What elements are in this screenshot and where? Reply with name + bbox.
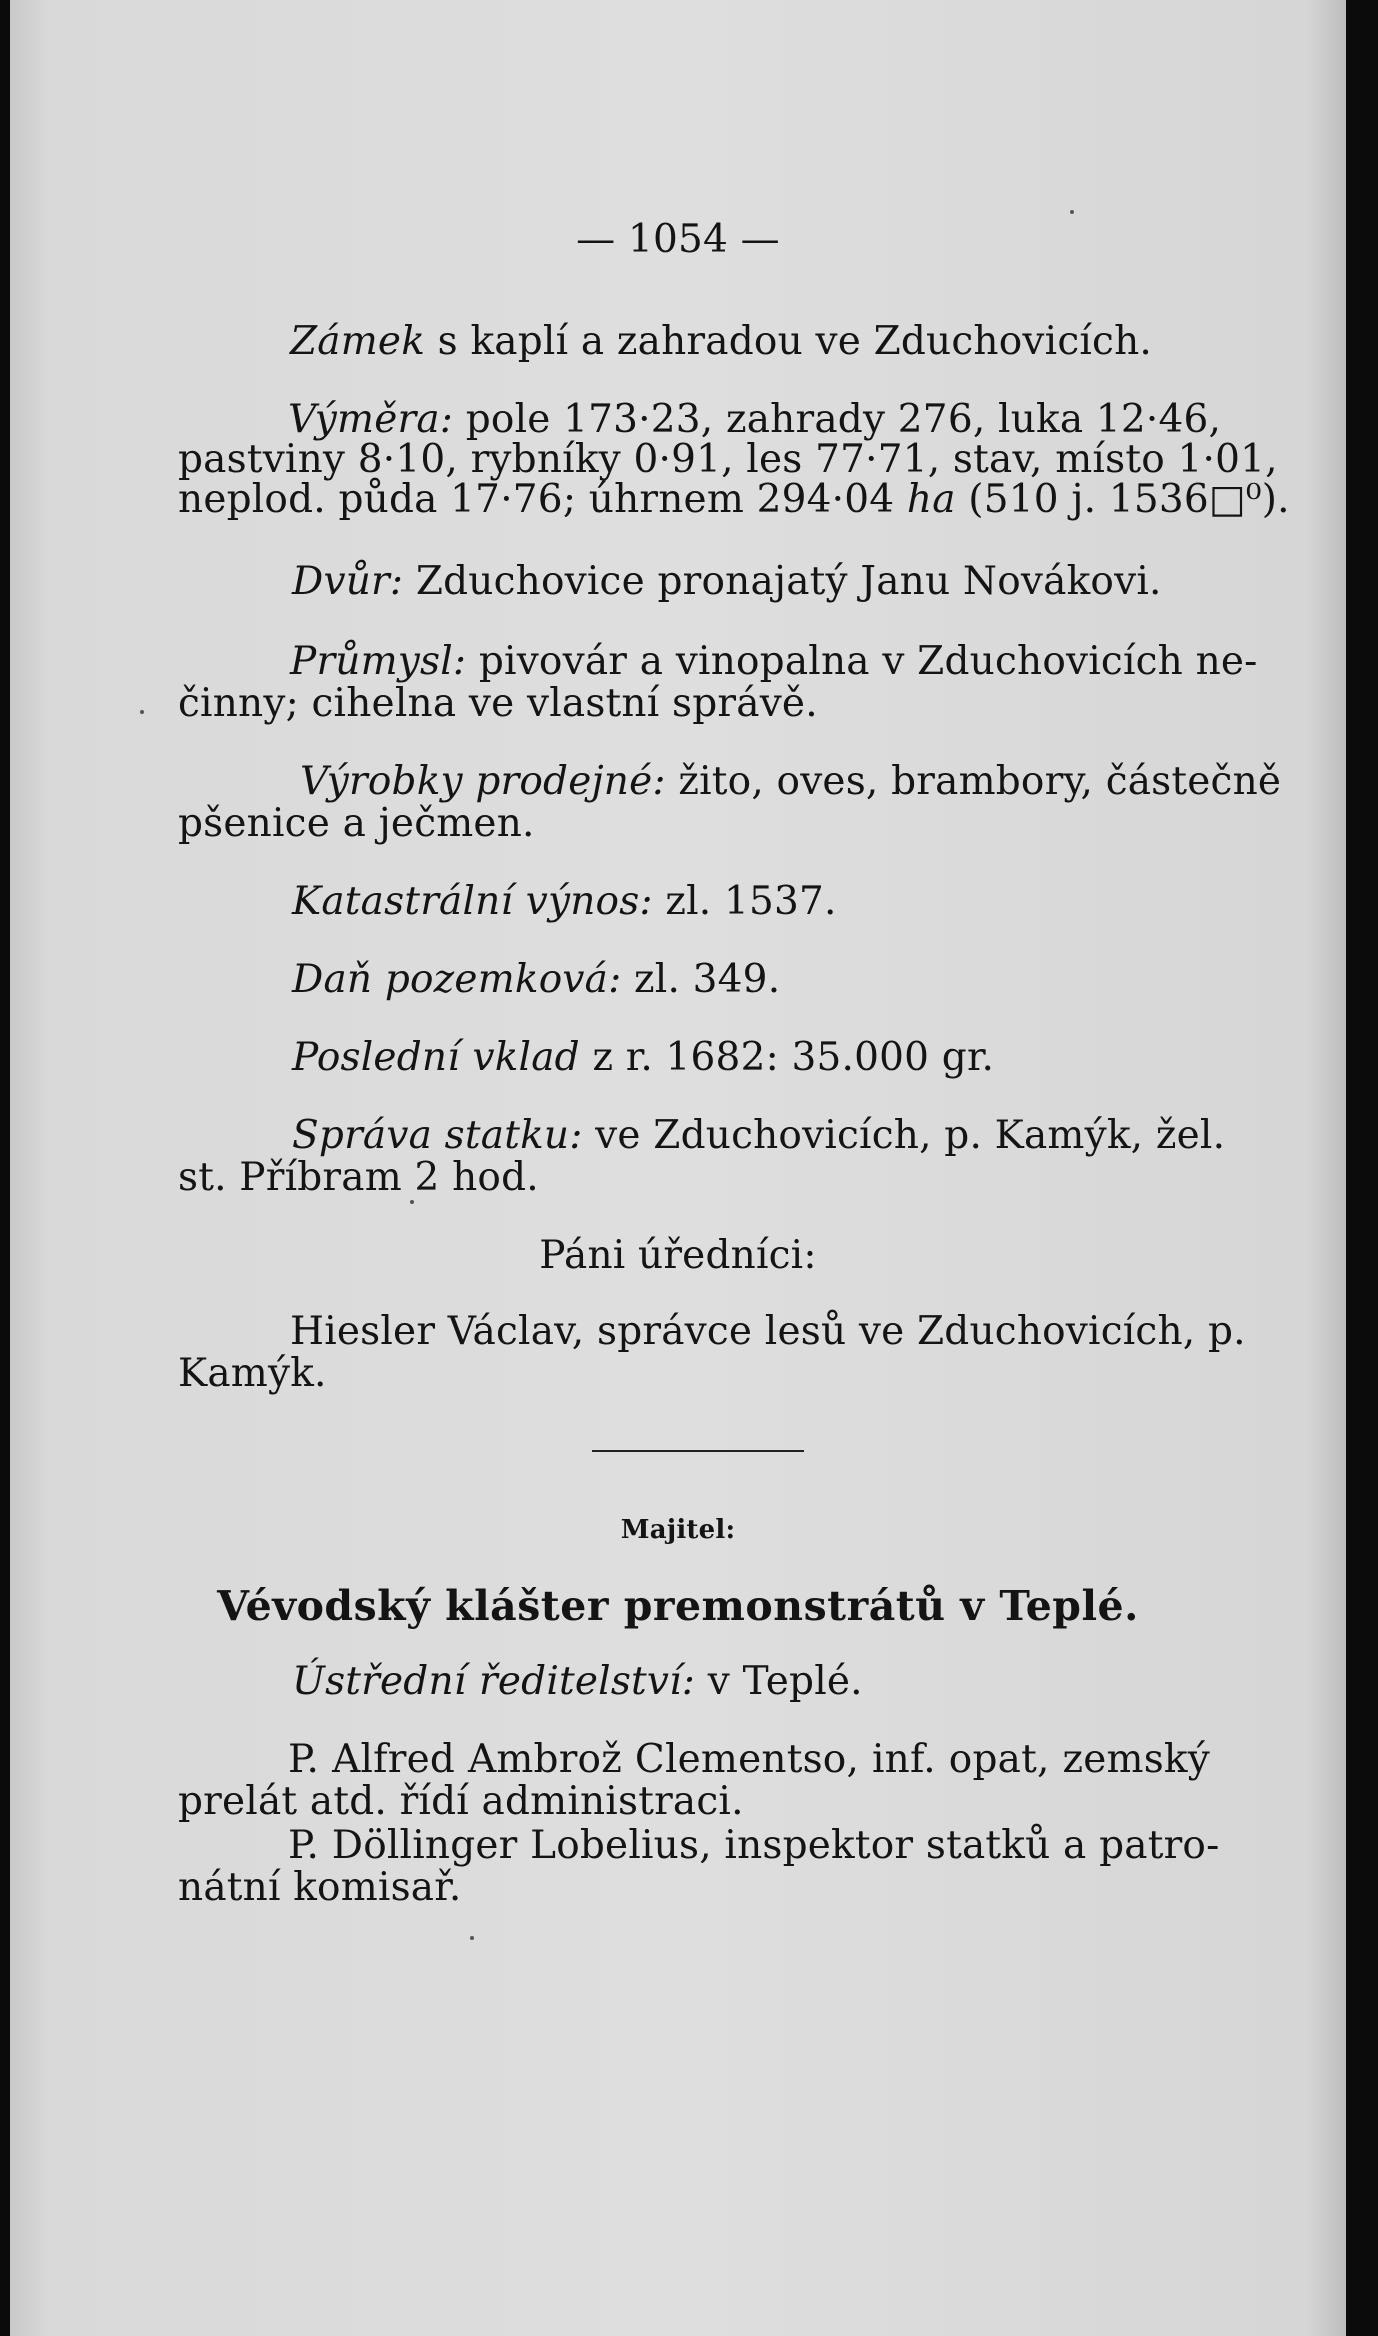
zamek-label: Zámek: [290, 319, 426, 364]
person-2-line-2: nátní komisař.: [178, 1865, 462, 1910]
dan-text: zl. 349.: [634, 957, 781, 1002]
sprava-text-1: ve Zduchovicích, p. Kamýk, žel.: [595, 1113, 1226, 1158]
vyrobky-label: Výrobky prodejné:: [300, 759, 666, 804]
vymera-text-1: pole 173·23, zahrady 276, luka 12·46,: [465, 397, 1222, 442]
zamek-line: [290, 320, 1152, 364]
person-2-line-1: P. Döllinger Lobelius, inspektor statků a patro-: [288, 1823, 1220, 1868]
sprava-line-2: st. Příbram 2 hod.: [178, 1155, 539, 1200]
vyrobky-line-2: pšenice a ječmen.: [178, 801, 535, 846]
urednici-title: Páni úředníci:: [539, 1233, 817, 1278]
vymera-text-3b: (510 j. 1536□⁰).: [968, 477, 1290, 522]
urednici-line-2: Kamýk.: [178, 1351, 327, 1396]
vklad-line: [292, 1036, 994, 1080]
reditelstvi-text: v Teplé.: [707, 1659, 863, 1704]
majitel-label: Majitel:: [620, 1515, 736, 1545]
person-1-line-2: prelát atd. řídí administraci.: [178, 1779, 744, 1824]
katastralni-text: zl. 1537.: [665, 879, 837, 924]
vymera-line-2: pastviny 8·10, rybníky 0·91, les 77·71, stav, místo 1·01,: [178, 437, 1278, 482]
person-1-line-1: P. Alfred Ambrož Clementso, inf. opat, zemský: [288, 1737, 1210, 1782]
urednici-line-1: Hiesler Václav, správce lesů ve Zduchovicích, p.: [290, 1309, 1246, 1354]
prumysl-line-1: [290, 639, 1258, 684]
vymera-label: Výměra:: [288, 397, 454, 442]
reditelstvi-label: Ústřední ředitelství:: [292, 1659, 696, 1704]
vyrobky-text-1: žito, oves, brambory, částečně: [678, 759, 1282, 804]
vklad-text: z r. 1682: 35.000 gr.: [592, 1035, 995, 1080]
vymera-unit: ha: [906, 477, 956, 522]
majitel-name: Vévodský klášter premonstrátů v Teplé.: [217, 1582, 1139, 1630]
vklad-label: Poslední vklad: [292, 1035, 580, 1080]
page-number: — 1054 —: [576, 217, 780, 262]
prumysl-label: Průmysl:: [290, 639, 467, 684]
prumysl-text-1: pivovár a vinopalna v Zduchovicích ne-: [478, 639, 1258, 684]
sprava-label: Správa statku:: [292, 1113, 583, 1158]
zamek-text: s kaplí a zahradou ve Zduchovicích.: [437, 319, 1152, 364]
vymera-line-1: [288, 398, 1220, 442]
vyrobky-line-1: [300, 759, 1282, 804]
dvur-label: Dvůr:: [292, 559, 404, 604]
scan-speck: [140, 710, 144, 714]
vymera-text-3a: neplod. půda 17·76; úhrnem 294·04: [178, 477, 895, 522]
dan-label: Daň pozemková:: [292, 957, 622, 1002]
sprava-line-1: [292, 1113, 1226, 1158]
reditelstvi-line: [292, 1660, 863, 1704]
vymera-line-3: [178, 478, 1290, 522]
scan-speck: [470, 1936, 474, 1940]
prumysl-line-2: činny; cihelna ve vlastní správě.: [178, 681, 818, 726]
document-page: [10, 0, 1346, 2336]
dan-line: [292, 958, 780, 1002]
dvur-text: Zduchovice pronajatý Janu Novákovi.: [415, 559, 1162, 604]
katastralni-line: [292, 880, 837, 924]
katastralni-label: Katastrální výnos:: [292, 879, 653, 924]
dvur-line: [292, 560, 1162, 604]
scan-speck: [410, 1200, 414, 1204]
scan-speck: [1070, 210, 1074, 214]
section-divider: [592, 1450, 804, 1452]
